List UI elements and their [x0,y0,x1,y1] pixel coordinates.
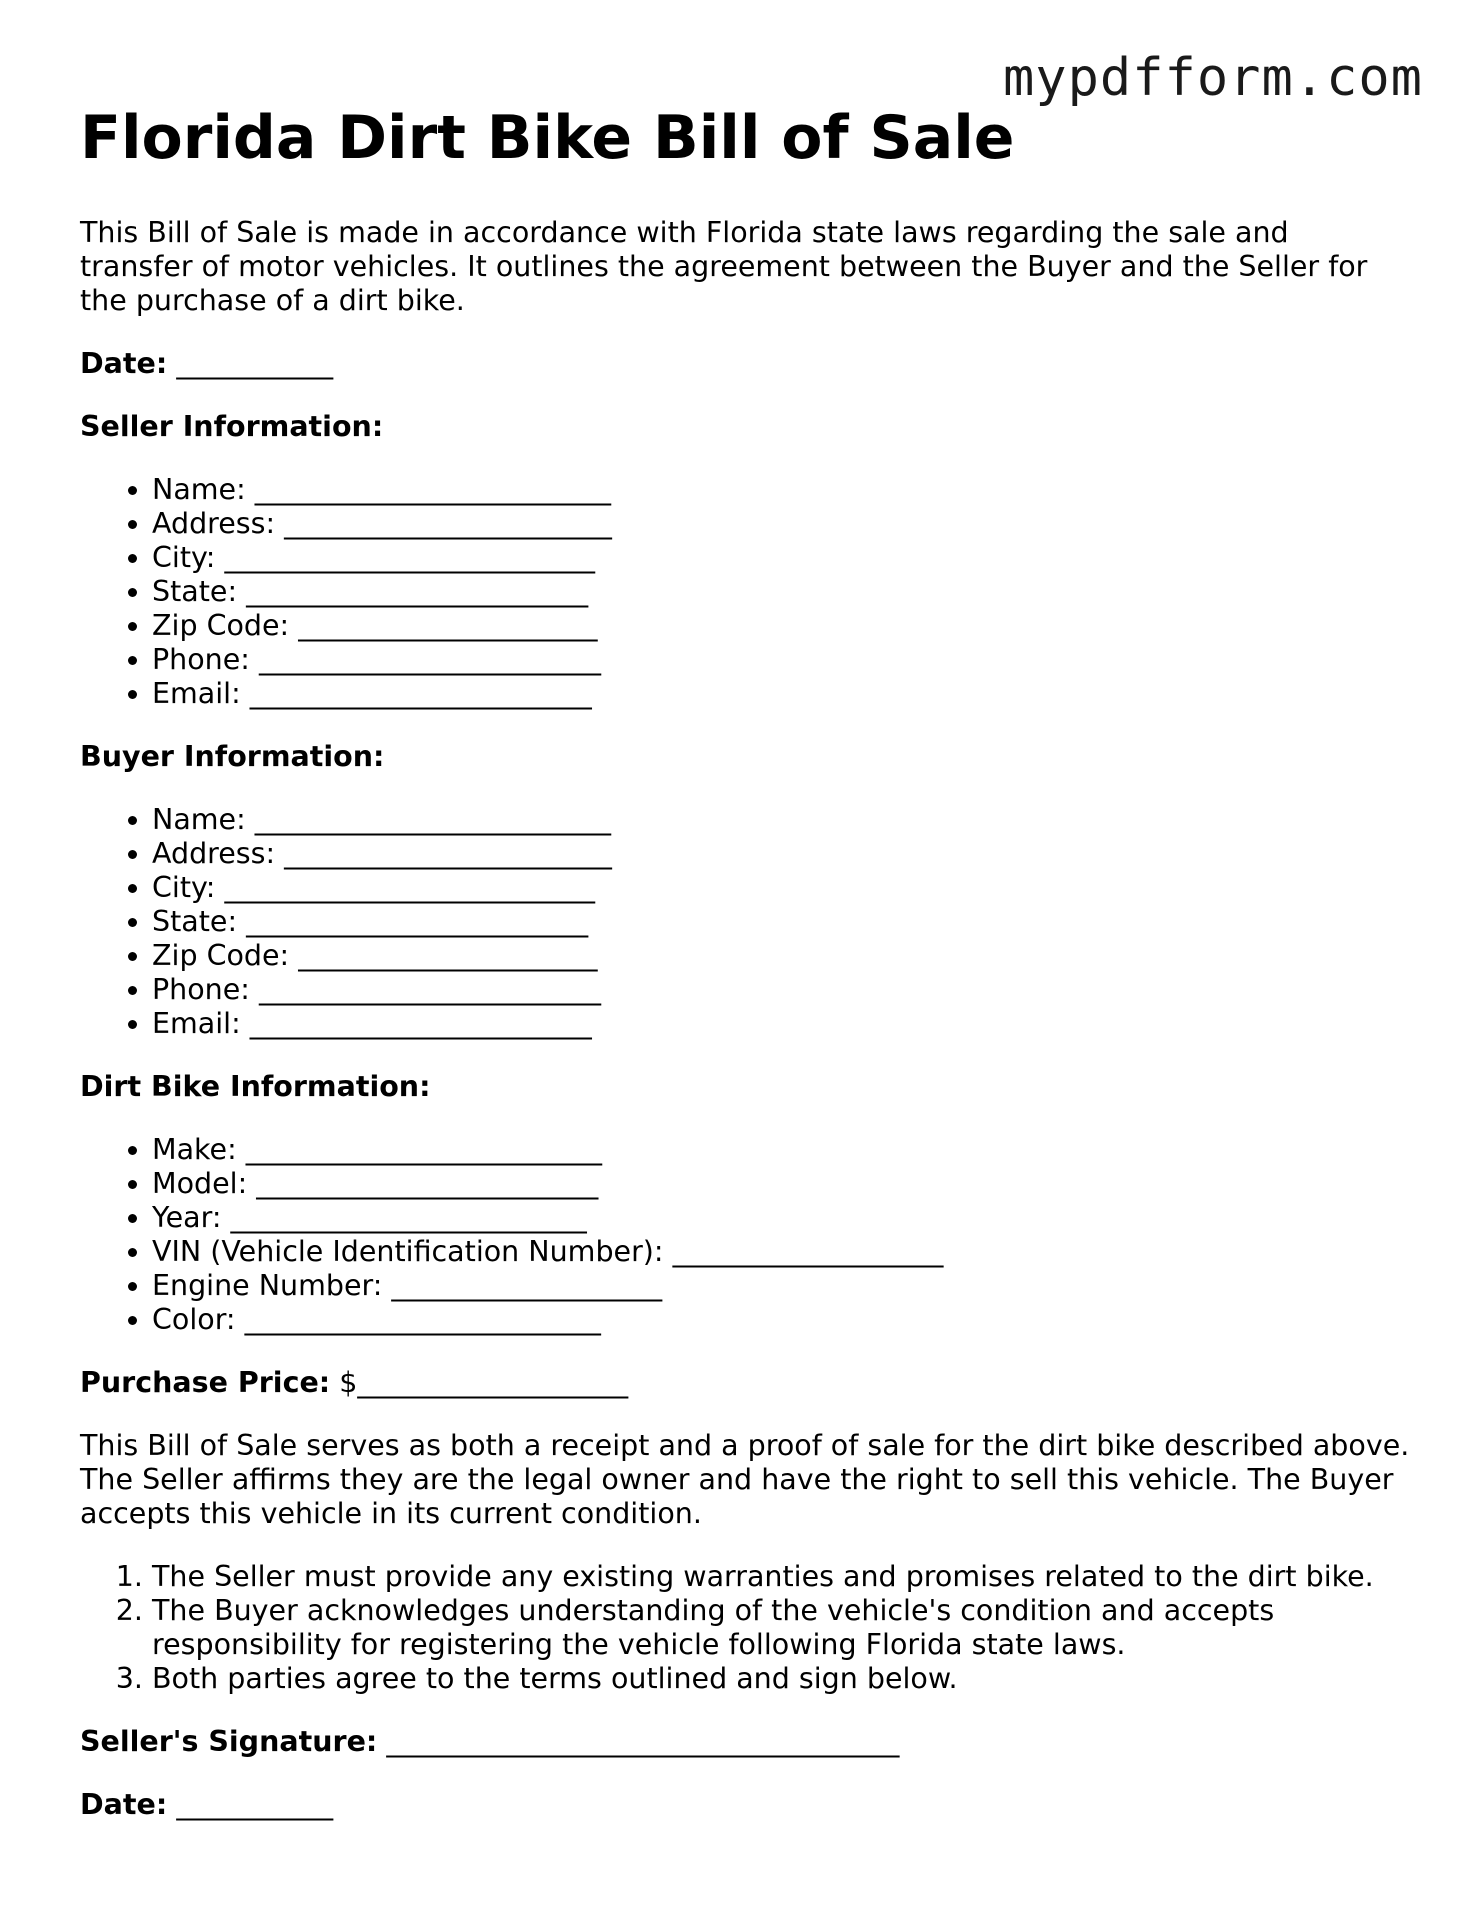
seller-heading: Seller Information: [80,410,384,443]
seller-fields [80,473,1410,711]
seller-state-field: • State: ________________________ [152,575,1410,609]
page-title: Florida Dirt Bike Bill of Sale [80,103,1015,173]
seller-email-field: • Email: ________________________ [152,677,1410,711]
date-line-top [80,347,1410,381]
bike-model-field: • Model: ________________________ [152,1167,1410,1201]
seller-name-field: • Name: _________________________ [152,473,1410,507]
buyer-heading: Buyer Information: [80,740,385,773]
seller-signature-blank: ____________________________________ [386,1725,900,1758]
buyer-city-field: • City: __________________________ [152,871,1410,905]
seller-phone-field: • Phone: ________________________ [152,643,1410,677]
date-label: Date: [80,347,168,380]
bike-vin-field: • VIN (Vehicle Identification Number): ___________________ [152,1235,1410,1269]
bike-engine-field: • Engine Number: ___________________ [152,1269,1410,1303]
purchase-price-line [80,1366,1410,1400]
document-page [80,100,1410,1851]
bike-year-field: • Year: _________________________ [152,1201,1410,1235]
buyer-zip-field: • Zip Code: _____________________ [152,939,1410,973]
bike-color-field: • Color: _________________________ [152,1303,1410,1337]
date-blank-bottom: ___________ [176,1788,334,1821]
purchase-price-blank: $___________________ [339,1366,629,1399]
seller-zip-field: • Zip Code: _____________________ [152,609,1410,643]
buyer-email-field: • Email: ________________________ [152,1007,1410,1041]
date-blank: ___________ [176,347,334,380]
bike-make-field: • Make: _________________________ [152,1133,1410,1167]
watermark: mypdfform.com [1003,48,1423,108]
statement-paragraph: This Bill of Sale serves as both a receipt and a proof of sale for the dirt bike described above. The Seller affirms they are the legal owner and have the right to sell this vehicle. The Buyer accepts this vehicle in its current condition. [80,1429,1410,1530]
term-item: 2. The Buyer acknowledges understanding of the vehicle's condition and accepts responsibility for registering the vehicle following Florida state laws. [152,1594,1410,1662]
buyer-name-field: • Name: _________________________ [152,803,1410,837]
seller-signature-label: Seller's Signature: [80,1725,378,1758]
buyer-state-field: • State: ________________________ [152,905,1410,939]
intro-paragraph: This Bill of Sale is made in accordance with Florida state laws regarding the sale and transfer of motor vehicles. It outlines the agreement between the Buyer and the Seller for the purchase of a dirt bike. [80,216,1368,317]
seller-address-field: • Address: _______________________ [152,507,1410,541]
buyer-phone-field: • Phone: ________________________ [152,973,1410,1007]
buyer-fields [80,803,1410,1041]
term-item: 1. The Seller must provide any existing warranties and promises related to the dirt bike. [152,1560,1410,1594]
purchase-price-label: Purchase Price: [80,1366,331,1399]
term-item: 3. Both parties agree to the terms outlined and sign below. [152,1662,1410,1696]
buyer-address-field: • Address: _______________________ [152,837,1410,871]
date-line-bottom [80,1788,1410,1822]
date-label-bottom: Date: [80,1788,168,1821]
bike-heading: Dirt Bike Information: [80,1070,431,1103]
seller-signature-line [80,1725,1410,1759]
terms-list [80,1560,1410,1696]
seller-city-field: • City: __________________________ [152,541,1410,575]
bike-fields [80,1133,1410,1337]
